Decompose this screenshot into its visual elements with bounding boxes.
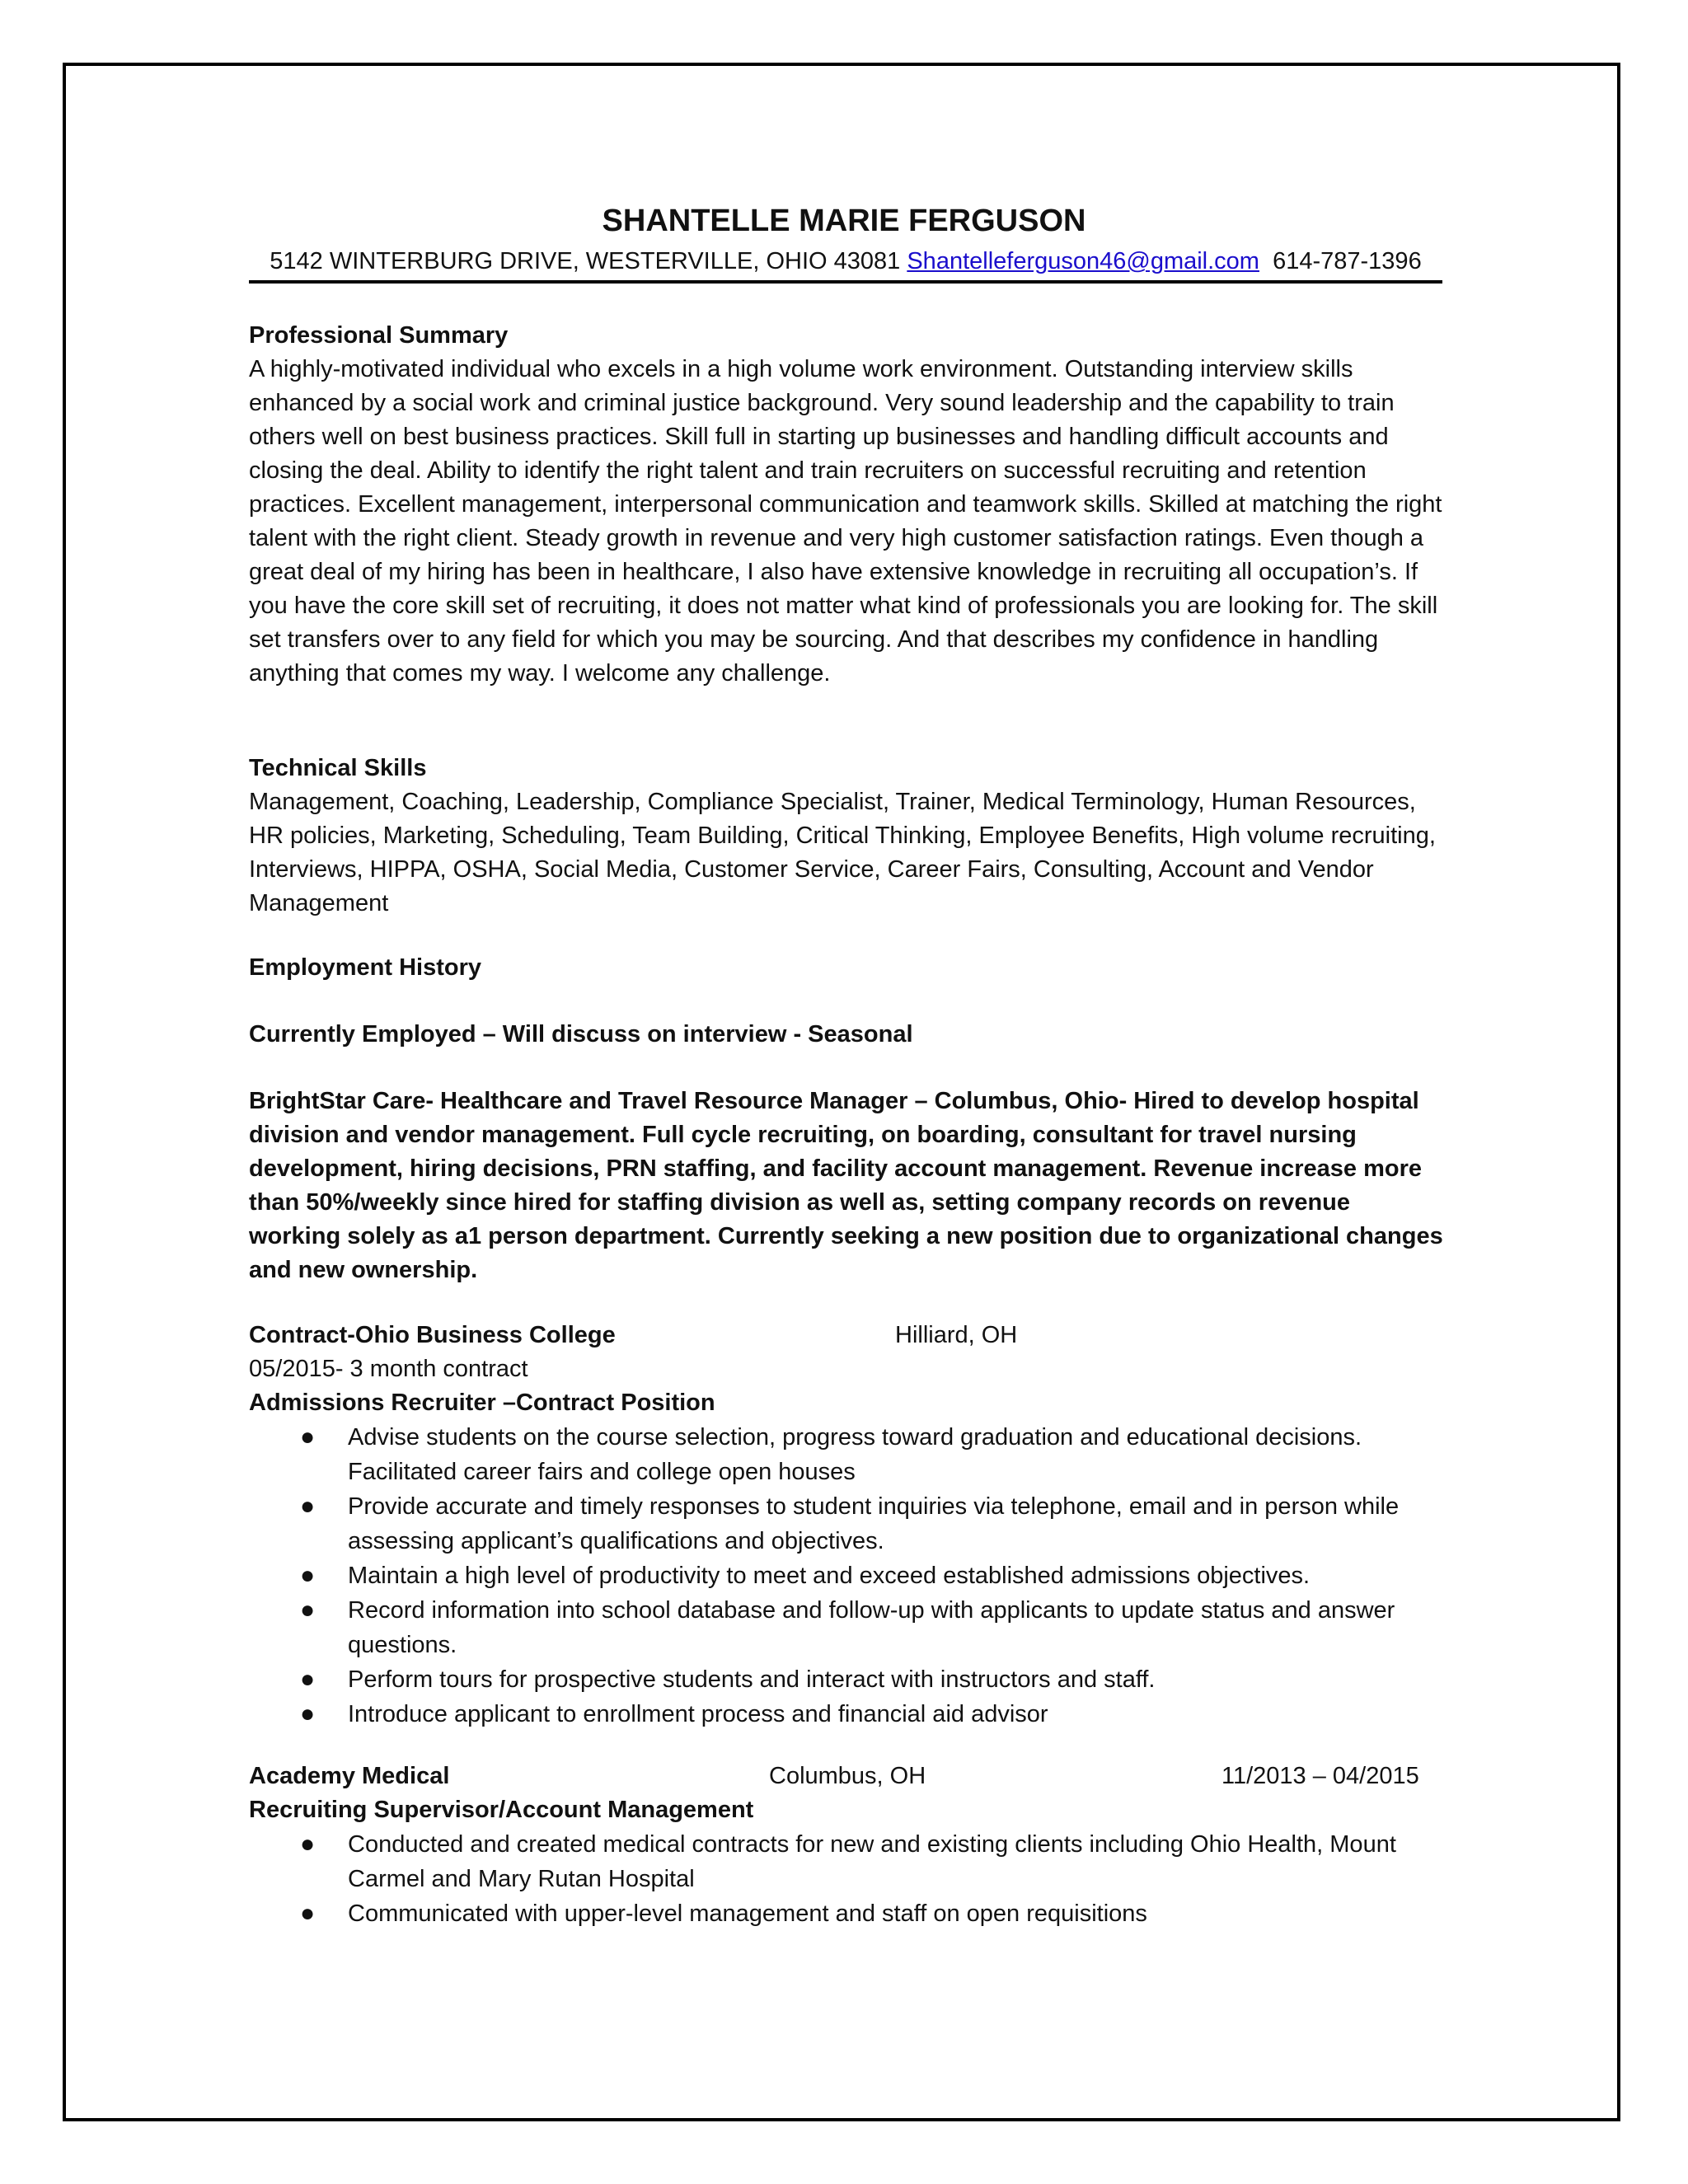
bullet-icon: ●	[300, 1700, 316, 1727]
job-header	[249, 1319, 1444, 1352]
employment-heading: Employment History	[249, 954, 481, 981]
job-ohio-business-college	[249, 1319, 1444, 1732]
list-item: ● Introduce applicant to enrollment process and financial aid advisor	[249, 1697, 1444, 1732]
list-item: ● Perform tours for prospective students and interact with instructors and staff.	[249, 1662, 1444, 1697]
bullet-icon: ●	[300, 1900, 316, 1927]
bullet-icon: ●	[300, 1423, 316, 1451]
job-location: Columbus, OH	[769, 1763, 926, 1789]
address: 5142 WINTERBURG DRIVE, WESTERVILLE, OHIO 43081	[270, 248, 901, 274]
list-item: ● Maintain a high level of productivity to meet and exceed established admissions objectives.	[249, 1558, 1444, 1593]
bullet-icon: ●	[300, 1830, 316, 1858]
job-title: Recruiting Supervisor/Account Management	[249, 1797, 754, 1823]
bullet-icon: ●	[300, 1493, 316, 1520]
job-dates: 11/2013 – 04/2015	[1221, 1763, 1419, 1789]
job-dates: 05/2015- 3 month contract	[249, 1356, 528, 1382]
list-item: ● Record information into school database and follow-up with applicants to update status and answer questions.	[249, 1593, 1444, 1662]
resume-name: SHANTELLE MARIE FERGUSON	[602, 204, 1086, 238]
bullet-icon: ●	[300, 1666, 316, 1693]
email-link[interactable]: Shantelleferguson46@gmail.com	[907, 248, 1259, 274]
bullet-icon: ●	[300, 1562, 316, 1589]
job-header	[249, 1760, 1444, 1793]
skills-text: Management, Coaching, Leadership, Compliance Specialist, Trainer, Medical Terminology, Human Resources, HR policies, Marketing, Scheduling, Team Building, Critical Thinking, Employee Benefits, High volume recruiting, Interviews, HIPPA, OSHA, Social Media, Customer Service, Career Fairs, Consulting, Account and Vendor Management	[249, 789, 1436, 916]
job-academy-medical	[249, 1760, 1444, 1931]
job-title: Admissions Recruiter –Contract Position	[249, 1390, 715, 1416]
job-employer: Contract-Ohio Business College	[249, 1322, 616, 1348]
bullet-icon: ●	[300, 1596, 316, 1624]
technical-skills-section	[249, 752, 1444, 921]
job-bullets	[249, 1827, 1444, 1931]
professional-summary-section	[249, 319, 1444, 691]
list-item: ● Provide accurate and timely responses to student inquiries via telephone, email and in person while assessing applicant’s qualifications and objectives.	[249, 1489, 1444, 1558]
list-item: ● Communicated with upper-level management and staff on open requisitions	[249, 1896, 1444, 1931]
section-heading-summary: Professional Summary	[249, 322, 509, 349]
job-location: Hilliard, OH	[895, 1322, 1018, 1348]
phone: 614-787-1396	[1273, 248, 1422, 274]
current-employment: Currently Employed – Will discuss on interview - Seasonal	[249, 1021, 913, 1047]
list-item: ● Advise students on the course selection, progress toward graduation and educational decisions. Facilitated career fairs and college open houses	[249, 1420, 1444, 1489]
brightstar-description: BrightStar Care- Healthcare and Travel Resource Manager – Columbus, Ohio- Hired to develop hospital division and vendor management. Full cycle recruiting, on boarding, consultant for travel nursing development, hiring decisions, PRN staffing, and facility account management. Revenue increase more than 50%/weekly since hired for staffing division as well as, setting company records on revenue working solely as a1 person department. Currently seeking a new position due to organizational changes and new ownership.	[249, 1088, 1443, 1283]
section-heading-skills: Technical Skills	[249, 755, 427, 781]
job-employer: Academy Medical	[249, 1763, 450, 1789]
contact-line	[249, 245, 1442, 278]
summary-text: A highly-motivated individual who excels in a high volume work environment. Outstanding interview skills enhanced by a social work and criminal justice background. Very sound leadership and the capability to train others well on best business practices. Skill full in starting up businesses and handling difficult accounts and closing the deal. Ability to identify the right talent and train recruiters on successful recruiting and retention practices. Excellent management, interpersonal communication and teamwork skills. Skilled at matching the right talent with the right client. Steady growth in revenue and very high customer satisfaction ratings. Even though a great deal of my hiring has been in healthcare, I also have extensive knowledge in recruiting all occupation’s. If you have the core skill set of recruiting, it does not matter what kind of professionals you are looking for. The skill set transfers over to any field for which you may be sourcing. And that describes my confidence in handling anything that comes my way. I welcome any challenge.	[249, 356, 1442, 687]
header-divider	[249, 280, 1442, 284]
list-item: ● Conducted and created medical contracts for new and existing clients including Ohio Health, Mount Carmel and Mary Rutan Hospital	[249, 1827, 1444, 1896]
job-bullets	[249, 1420, 1444, 1732]
